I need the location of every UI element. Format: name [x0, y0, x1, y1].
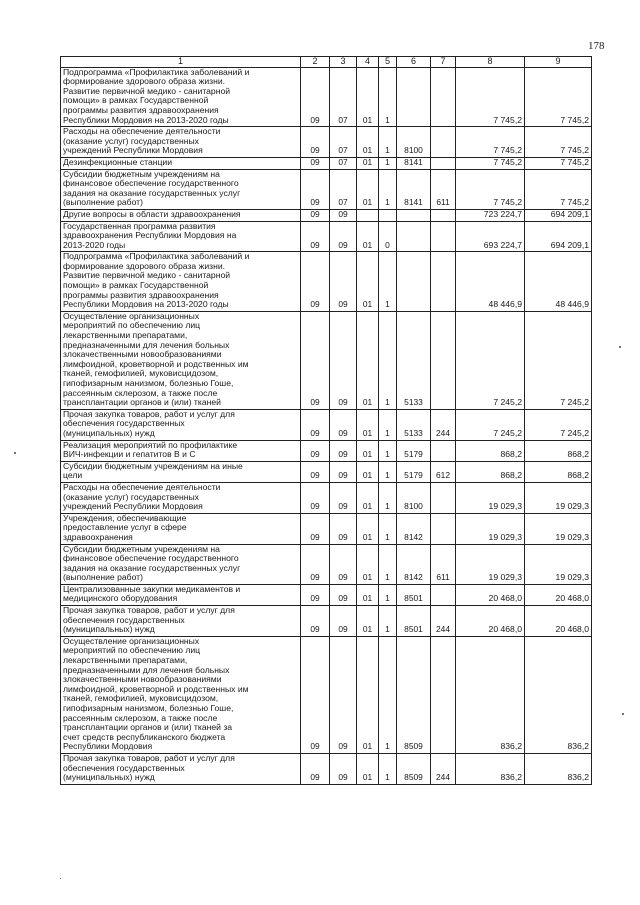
- row-c3-cell: 09: [330, 209, 357, 221]
- row-description-cell: Учреждения, обеспечивающие предоставление услуг в сфере здравоохранения: [61, 513, 301, 544]
- row-c4-cell: 01: [357, 606, 379, 637]
- row-c5-cell: 1: [379, 461, 397, 482]
- row-c4-cell: 01: [357, 169, 379, 209]
- row-c4-cell: 01: [357, 221, 379, 252]
- row-c8-cell: 868,2: [456, 461, 525, 482]
- row-c3-cell: 09: [330, 311, 357, 409]
- row-c6-cell: 5179: [397, 440, 431, 461]
- row-c7-cell: [431, 482, 456, 513]
- row-c7-cell: [431, 209, 456, 221]
- row-c7-cell: 244: [431, 606, 456, 637]
- table-row: [61, 513, 592, 544]
- row-description-cell: Субсидии бюджетным учреждениям на финансовое обеспечение государственного задания на оказание государственных услуг (выполнение работ): [61, 169, 301, 209]
- table-row: [61, 157, 592, 169]
- row-c6-cell: 8501: [397, 584, 431, 605]
- row-c9-cell: 19 029,3: [525, 482, 592, 513]
- row-c5-cell: 1: [379, 409, 397, 440]
- row-c7-cell: [431, 127, 456, 158]
- row-c3-cell: 09: [330, 513, 357, 544]
- row-description-cell: Централизованные закупки медикаментов и медицинского оборудования: [61, 584, 301, 605]
- table-row: [61, 209, 592, 221]
- table-row: [61, 440, 592, 461]
- row-c4-cell: 01: [357, 127, 379, 158]
- row-c4-cell: 01: [357, 584, 379, 605]
- row-c4-cell: 01: [357, 311, 379, 409]
- row-c2-cell: 09: [301, 544, 330, 584]
- row-c6-cell: 8100: [397, 127, 431, 158]
- row-c4-cell: 01: [357, 753, 379, 784]
- row-c3-cell: 09: [330, 606, 357, 637]
- row-c8-cell: 7 745,2: [456, 169, 525, 209]
- row-c5-cell: [379, 209, 397, 221]
- row-c3-cell: 07: [330, 169, 357, 209]
- row-c3-cell: 09: [330, 544, 357, 584]
- row-c6-cell: [397, 209, 431, 221]
- scan-speck: [619, 346, 621, 348]
- row-c7-cell: [431, 67, 456, 127]
- table-row: [61, 482, 592, 513]
- row-description-cell: Прочая закупка товаров, работ и услуг для обеспечения государственных (муниципальных) нужд: [61, 409, 301, 440]
- table-row: [61, 311, 592, 409]
- row-c9-cell: 19 029,3: [525, 513, 592, 544]
- row-c8-cell: 7 745,2: [456, 157, 525, 169]
- row-c9-cell: 694 209,1: [525, 209, 592, 221]
- budget-table: [60, 56, 592, 785]
- row-description-cell: Осуществление организационных мероприятий по обеспечению лиц лекарственными препаратами, предназначенными для лечения больных злокачественными новообразованиями лимфоидной, кроветворной и родственных им тканей, гемофилией, муковисцидозом, гипофизарным нанизмом, болезнью Гоше, рассеянным склерозом, а также после трансплантации органов и (или) тканей за счет средств республиканского бюджета Республики Мордовия: [61, 636, 301, 753]
- row-c7-cell: [431, 440, 456, 461]
- row-c7-cell: [431, 584, 456, 605]
- row-c5-cell: 1: [379, 636, 397, 753]
- row-description-cell: Субсидии бюджетным учреждениям на иные цели: [61, 461, 301, 482]
- row-c4-cell: [357, 209, 379, 221]
- row-c2-cell: 09: [301, 169, 330, 209]
- row-description-cell: Прочая закупка товаров, работ и услуг для обеспечения государственных (муниципальных) нужд: [61, 753, 301, 784]
- row-c5-cell: 1: [379, 127, 397, 158]
- row-c3-cell: 09: [330, 440, 357, 461]
- row-c9-cell: 20 468,0: [525, 606, 592, 637]
- row-c9-cell: 836,2: [525, 753, 592, 784]
- table-row: [61, 584, 592, 605]
- row-c7-cell: 244: [431, 409, 456, 440]
- row-c5-cell: 1: [379, 513, 397, 544]
- table-row: [61, 221, 592, 252]
- row-c4-cell: 01: [357, 544, 379, 584]
- row-c2-cell: 09: [301, 636, 330, 753]
- row-c8-cell: 836,2: [456, 636, 525, 753]
- table-row: [61, 461, 592, 482]
- header-col-3: 3: [330, 57, 357, 68]
- scan-speck: [622, 713, 624, 715]
- row-description-cell: Прочая закупка товаров, работ и услуг для обеспечения государственных (муниципальных) нужд: [61, 606, 301, 637]
- row-c5-cell: 1: [379, 169, 397, 209]
- table-row: [61, 544, 592, 584]
- row-c8-cell: 7 245,2: [456, 409, 525, 440]
- row-c2-cell: 09: [301, 440, 330, 461]
- row-c2-cell: 09: [301, 67, 330, 127]
- row-c6-cell: 8501: [397, 606, 431, 637]
- row-description-cell: Расходы на обеспечение деятельности (оказание услуг) государственных учреждений Республики Мордовия: [61, 127, 301, 158]
- row-c2-cell: 09: [301, 606, 330, 637]
- row-c6-cell: [397, 221, 431, 252]
- header-col-7: 7: [431, 57, 456, 68]
- row-c3-cell: 09: [330, 753, 357, 784]
- row-c9-cell: 7 245,2: [525, 311, 592, 409]
- row-description-cell: Осуществление организационных мероприятий по обеспечению лиц лекарственными препаратами, предназначенными для лечения больных злокачественными новообразованиями лимфоидной, кроветворной и родственных им тканей, гемофилией, муковисцидозом, гипофизарным нанизмом, болезнью Гоше, рассеянным склерозом, а также после трансплантации органов и (или) тканей: [61, 311, 301, 409]
- row-c6-cell: 5133: [397, 311, 431, 409]
- row-c2-cell: 09: [301, 409, 330, 440]
- row-c6-cell: 8100: [397, 482, 431, 513]
- row-c9-cell: 48 446,9: [525, 252, 592, 312]
- row-c5-cell: 1: [379, 753, 397, 784]
- row-c9-cell: 7 745,2: [525, 67, 592, 127]
- row-c7-cell: 244: [431, 753, 456, 784]
- row-c8-cell: 19 029,3: [456, 544, 525, 584]
- row-c3-cell: 09: [330, 636, 357, 753]
- row-c8-cell: 19 029,3: [456, 482, 525, 513]
- table-header-row: [61, 57, 592, 68]
- row-c3-cell: 09: [330, 221, 357, 252]
- row-c3-cell: 09: [330, 461, 357, 482]
- row-c9-cell: 694 209,1: [525, 221, 592, 252]
- row-c2-cell: 09: [301, 157, 330, 169]
- row-c6-cell: 5133: [397, 409, 431, 440]
- row-c2-cell: 09: [301, 584, 330, 605]
- row-c9-cell: 20 468,0: [525, 584, 592, 605]
- row-c3-cell: 09: [330, 252, 357, 312]
- row-description-cell: Государственная программа развития здравоохранения Республики Мордовия на 2013-2020 годы: [61, 221, 301, 252]
- row-c6-cell: [397, 252, 431, 312]
- row-c9-cell: 868,2: [525, 461, 592, 482]
- row-c7-cell: [431, 221, 456, 252]
- row-c4-cell: 01: [357, 252, 379, 312]
- row-c4-cell: 01: [357, 482, 379, 513]
- table-row: [61, 127, 592, 158]
- row-c2-cell: 09: [301, 513, 330, 544]
- row-description-cell: Другие вопросы в области здравоохранения: [61, 209, 301, 221]
- table-row: [61, 636, 592, 753]
- table-row: [61, 67, 592, 127]
- row-c3-cell: 07: [330, 157, 357, 169]
- row-c7-cell: 611: [431, 169, 456, 209]
- header-col-8: 8: [456, 57, 525, 68]
- row-c6-cell: 8509: [397, 636, 431, 753]
- row-c7-cell: [431, 157, 456, 169]
- table-row: [61, 753, 592, 784]
- row-c4-cell: 01: [357, 636, 379, 753]
- row-c2-cell: 09: [301, 753, 330, 784]
- row-c2-cell: 09: [301, 209, 330, 221]
- row-c8-cell: 723 224,7: [456, 209, 525, 221]
- row-c3-cell: 07: [330, 67, 357, 127]
- row-c5-cell: 1: [379, 252, 397, 312]
- row-c3-cell: 09: [330, 482, 357, 513]
- row-c5-cell: 1: [379, 311, 397, 409]
- row-c8-cell: 868,2: [456, 440, 525, 461]
- row-c8-cell: 693 224,7: [456, 221, 525, 252]
- header-col-4: 4: [357, 57, 379, 68]
- row-c7-cell: 611: [431, 544, 456, 584]
- row-c7-cell: [431, 252, 456, 312]
- row-c8-cell: 19 029,3: [456, 513, 525, 544]
- row-c7-cell: [431, 513, 456, 544]
- row-c9-cell: 7 745,2: [525, 169, 592, 209]
- row-c7-cell: 612: [431, 461, 456, 482]
- header-col-1: 1: [61, 57, 301, 68]
- row-c5-cell: 1: [379, 606, 397, 637]
- table-row: [61, 252, 592, 312]
- row-c9-cell: 836,2: [525, 636, 592, 753]
- row-c8-cell: 836,2: [456, 753, 525, 784]
- row-c4-cell: 01: [357, 440, 379, 461]
- header-col-5: 5: [379, 57, 397, 68]
- row-c6-cell: 5179: [397, 461, 431, 482]
- row-c5-cell: 1: [379, 482, 397, 513]
- row-c4-cell: 01: [357, 67, 379, 127]
- row-c6-cell: 8142: [397, 544, 431, 584]
- row-c5-cell: 1: [379, 67, 397, 127]
- header-col-9: 9: [525, 57, 592, 68]
- row-c9-cell: 868,2: [525, 440, 592, 461]
- row-c8-cell: 7 745,2: [456, 127, 525, 158]
- page-number: 178: [588, 40, 605, 52]
- row-c2-cell: 09: [301, 311, 330, 409]
- table-body: [61, 67, 592, 784]
- row-c9-cell: 7 745,2: [525, 127, 592, 158]
- row-c4-cell: 01: [357, 409, 379, 440]
- row-c4-cell: 01: [357, 157, 379, 169]
- row-c5-cell: 1: [379, 440, 397, 461]
- row-c9-cell: 19 029,3: [525, 544, 592, 584]
- row-c9-cell: 7 745,2: [525, 157, 592, 169]
- row-c2-cell: 09: [301, 461, 330, 482]
- row-c6-cell: 8142: [397, 513, 431, 544]
- row-c5-cell: 0: [379, 221, 397, 252]
- row-c5-cell: 1: [379, 157, 397, 169]
- row-c4-cell: 01: [357, 513, 379, 544]
- table-row: [61, 169, 592, 209]
- scan-speck: [14, 452, 16, 454]
- row-c2-cell: 09: [301, 252, 330, 312]
- row-description-cell: Реализация мероприятий по профилактике ВИЧ-инфекции и гепатитов В и С: [61, 440, 301, 461]
- row-description-cell: Субсидии бюджетным учреждениям на финансовое обеспечение государственного задания на оказание государственных услуг (выполнение работ): [61, 544, 301, 584]
- scan-speck: [60, 878, 61, 879]
- row-c9-cell: 7 245,2: [525, 409, 592, 440]
- row-description-cell: Расходы на обеспечение деятельности (оказание услуг) государственных учреждений Республики Мордовия: [61, 482, 301, 513]
- row-c8-cell: 7 745,2: [456, 67, 525, 127]
- row-c7-cell: [431, 636, 456, 753]
- row-c3-cell: 09: [330, 409, 357, 440]
- table-row: [61, 409, 592, 440]
- row-c6-cell: [397, 67, 431, 127]
- header-col-2: 2: [301, 57, 330, 68]
- table-row: [61, 606, 592, 637]
- row-description-cell: Подпрограмма «Профилактика заболеваний и формирование здорового образа жизни. Развитие первичной медико - санитарной помощи» в рамках Государственной программы развития здравоохранения Республики Мордовия на 2013-2020 годы: [61, 252, 301, 312]
- row-c3-cell: 09: [330, 584, 357, 605]
- row-c5-cell: 1: [379, 544, 397, 584]
- row-c2-cell: 09: [301, 482, 330, 513]
- row-description-cell: Дезинфекционные станции: [61, 157, 301, 169]
- row-c8-cell: 7 245,2: [456, 311, 525, 409]
- row-c4-cell: 01: [357, 461, 379, 482]
- row-c8-cell: 20 468,0: [456, 584, 525, 605]
- row-c6-cell: 8141: [397, 157, 431, 169]
- row-c7-cell: [431, 311, 456, 409]
- row-c2-cell: 09: [301, 127, 330, 158]
- row-c8-cell: 48 446,9: [456, 252, 525, 312]
- row-c5-cell: 1: [379, 584, 397, 605]
- row-c3-cell: 07: [330, 127, 357, 158]
- row-c8-cell: 20 468,0: [456, 606, 525, 637]
- row-c6-cell: 8141: [397, 169, 431, 209]
- header-col-6: 6: [397, 57, 431, 68]
- row-c6-cell: 8509: [397, 753, 431, 784]
- row-description-cell: Подпрограмма «Профилактика заболеваний и формирование здорового образа жизни. Развитие первичной медико - санитарной помощи» в рамках Государственной программы развития здравоохранения Республики Мордовия на 2013-2020 годы: [61, 67, 301, 127]
- row-c2-cell: 09: [301, 221, 330, 252]
